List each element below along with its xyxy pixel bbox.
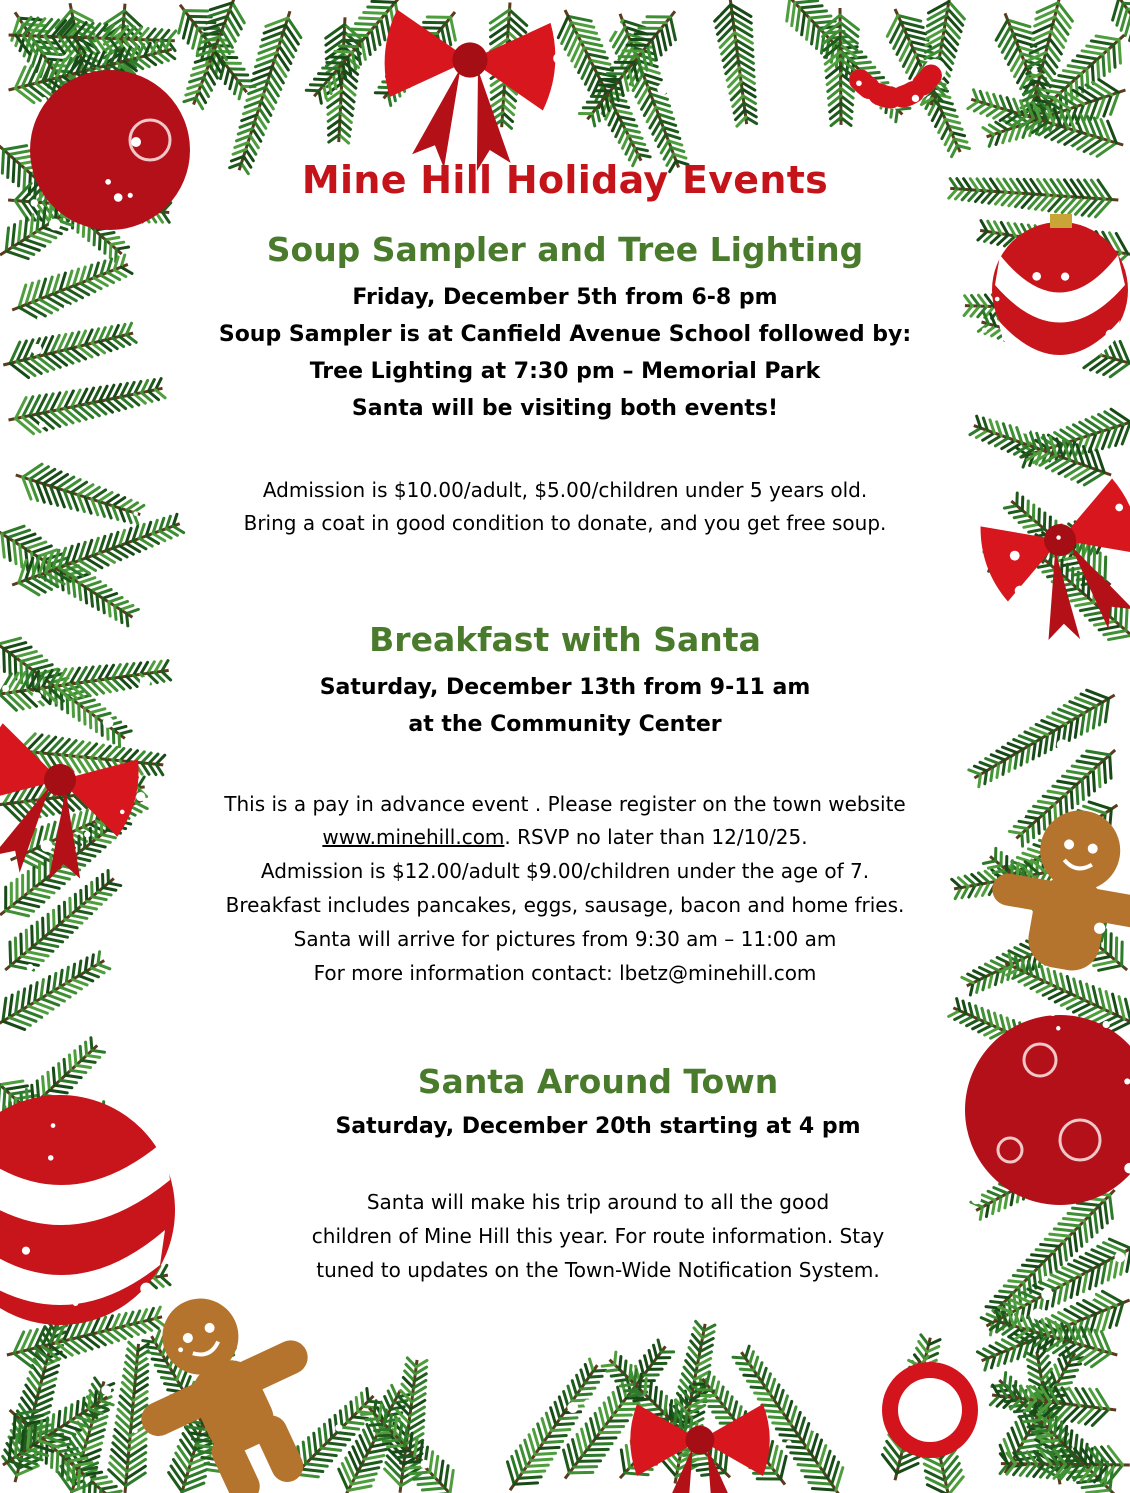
snowflake-ornament-icon	[965, 1015, 1130, 1205]
event-body-line: This is a pay in advance event . Please register on the town website	[224, 792, 906, 816]
red-ornament-icon	[30, 70, 190, 230]
event-heading-santa-around-town: Santa Around Town	[417, 1062, 779, 1101]
event-body-line: Admission is $10.00/adult, $5.00/children under 5 years old.	[262, 478, 868, 502]
flyer-title: Mine Hill Holiday Events	[301, 158, 829, 202]
event-detail: Tree Lighting at 7:30 pm – Memorial Park	[309, 359, 821, 384]
event-detail: Soup Sampler is at Canfield Avenue School followed by:	[218, 322, 912, 347]
candy-cane-icon	[860, 70, 978, 1458]
event-detail: Friday, December 5th from 6-8 pm	[352, 285, 778, 310]
event-body-line: children of Mine Hill this year. For route information. Stay	[311, 1224, 885, 1248]
event-body-line: For more information contact: lbetz@minehill.com	[313, 961, 817, 985]
rsvp-text: . RSVP no later than 12/10/25.	[504, 825, 808, 849]
event-heading-soup-sampler: Soup Sampler and Tree Lighting	[266, 230, 864, 269]
event-detail: Saturday, December 13th from 9-11 am	[319, 675, 811, 700]
event-detail: Saturday, December 20th starting at 4 pm	[335, 1114, 861, 1139]
event-detail: Santa will be visiting both events!	[351, 396, 779, 421]
event-heading-breakfast: Breakfast with Santa	[369, 620, 761, 659]
event-body-line: Santa will make his trip around to all the good	[366, 1190, 830, 1214]
event-detail: at the Community Center	[408, 712, 722, 737]
event-body-line: tuned to updates on the Town-Wide Notification System.	[316, 1258, 880, 1282]
event-body-line	[0, 825, 1130, 849]
event-body-line: Bring a coat in good condition to donate, and you get free soup.	[243, 511, 887, 535]
event-body-line: Santa will arrive for pictures from 9:30 am – 11:00 am	[293, 927, 837, 951]
town-website-link[interactable]: www.minehill.com	[322, 825, 505, 849]
event-body-line: Breakfast includes pancakes, eggs, sausage, bacon and home fries.	[225, 893, 905, 917]
event-body-line: Admission is $12.00/adult $9.00/children under the age of 7.	[260, 859, 870, 883]
